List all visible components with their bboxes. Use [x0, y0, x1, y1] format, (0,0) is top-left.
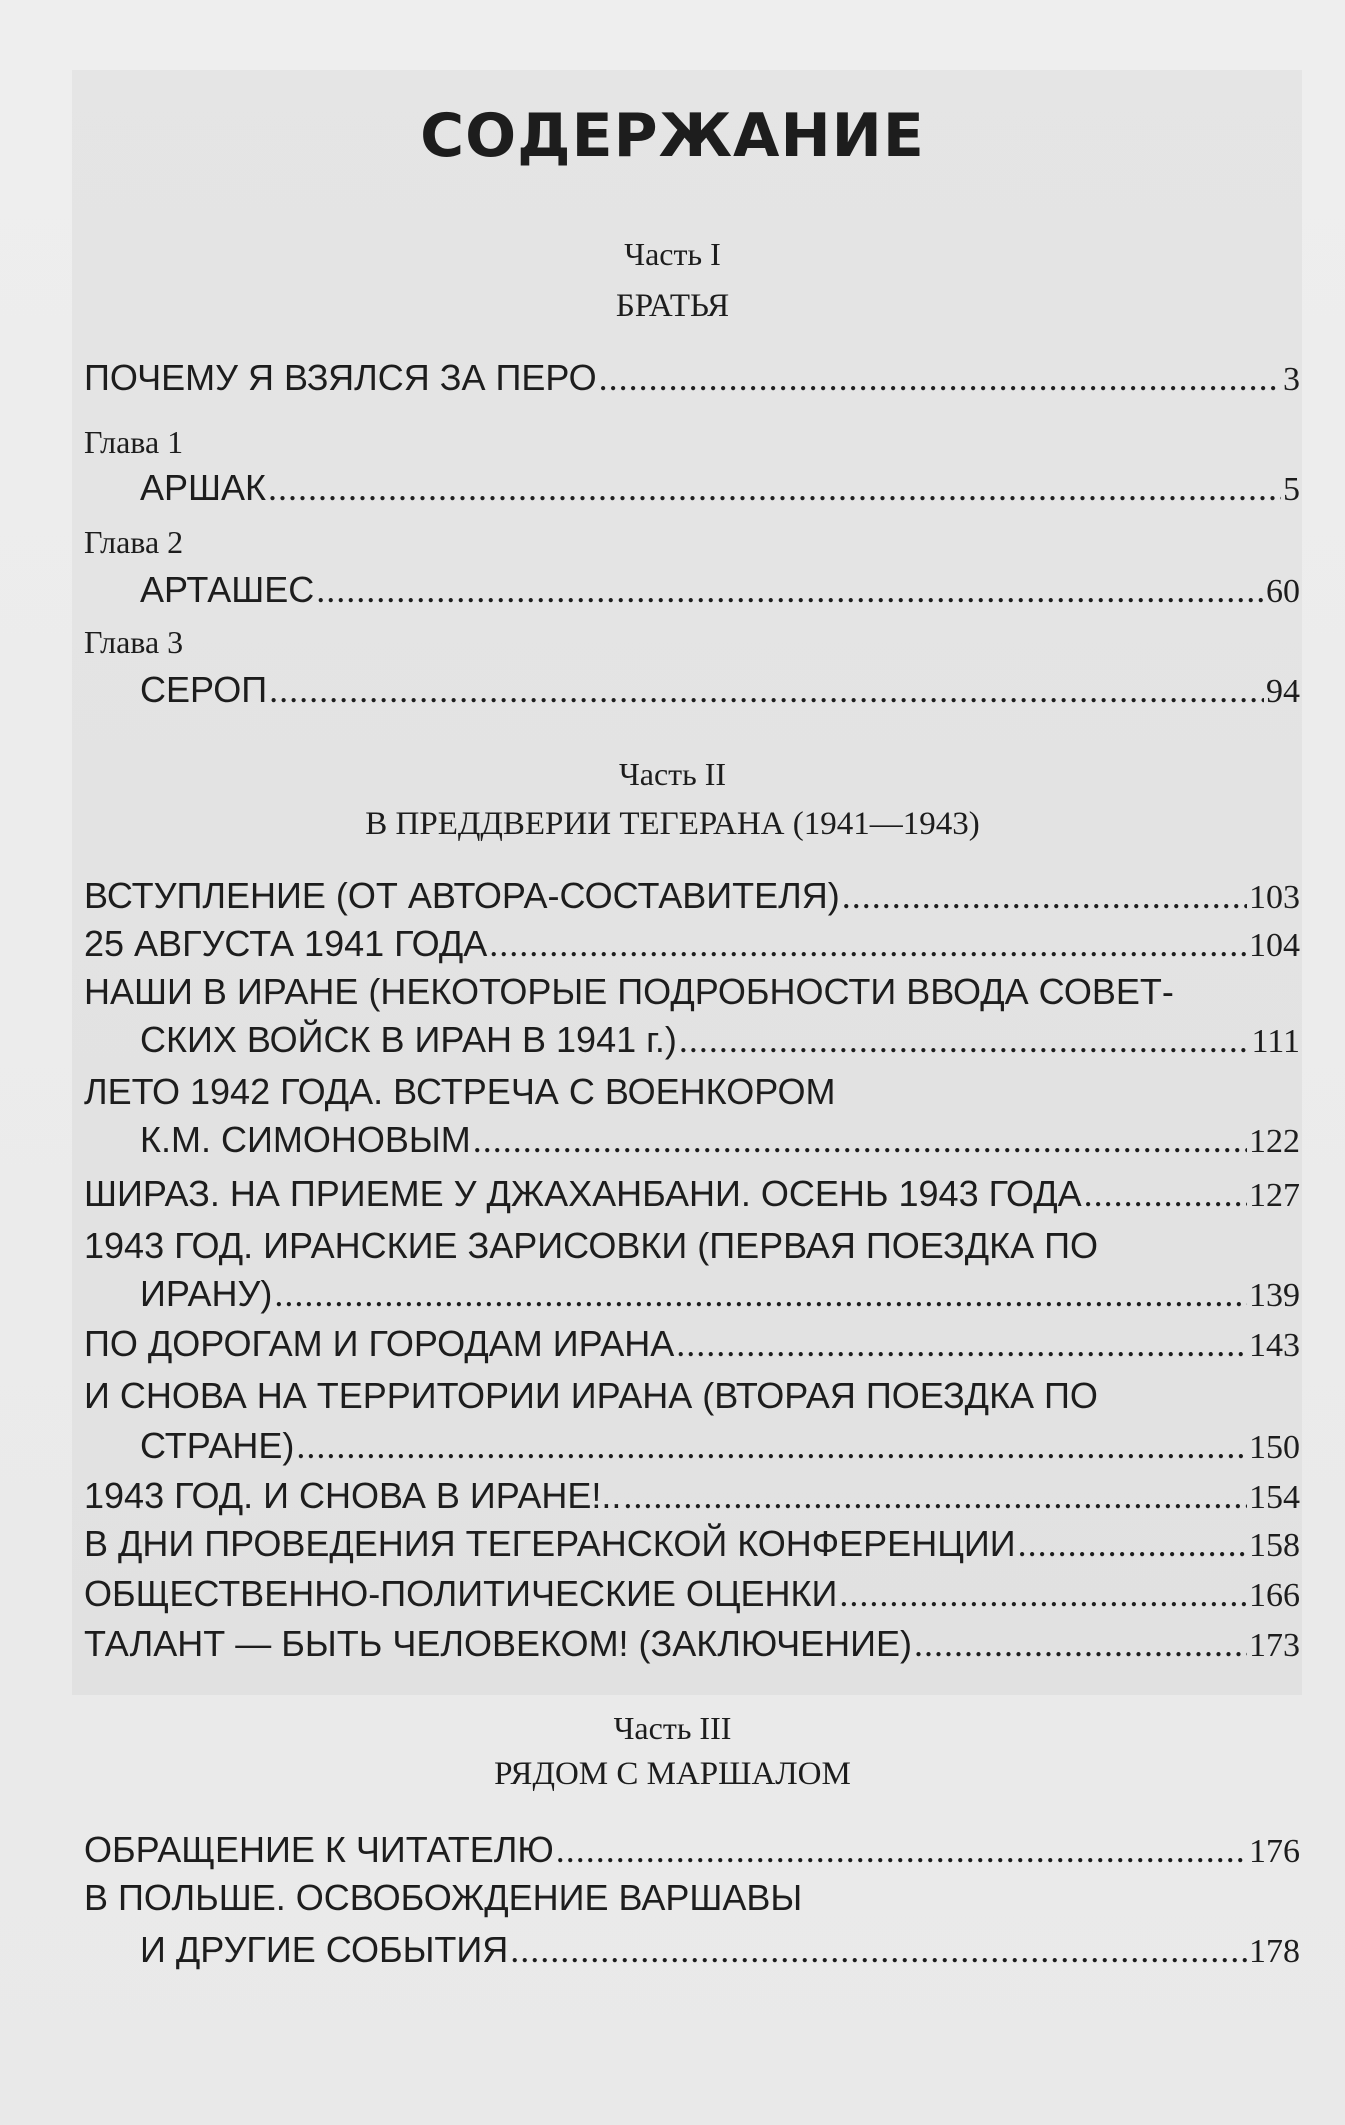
toc-entry[interactable]: АРШАК . . . 5 — [140, 464, 1300, 514]
page-number: 103 — [1249, 879, 1300, 916]
dot-leader — [623, 1472, 1247, 1520]
page-number: 122 — [1249, 1123, 1300, 1160]
toc-entry[interactable]: ТАЛАНТ — БЫТЬ ЧЕЛОВЕКОМ! (ЗАКЛЮЧЕНИЕ) . . . 173 — [84, 1620, 1300, 1670]
toc-entry-line1: ЛЕТО 1942 ГОДА. ВСТРЕЧА С ВОЕНКОРОМ — [84, 1071, 836, 1112]
toc-entry[interactable]: ПОЧЕМУ Я ВЗЯЛСЯ ЗА ПЕРО . . . 3 — [84, 354, 1300, 404]
page-number: 3 — [1283, 361, 1300, 398]
part-1-title: БРАТЬЯ — [615, 288, 730, 324]
page-number: 111 — [1251, 1023, 1300, 1060]
page-number: 139 — [1249, 1277, 1300, 1314]
toc-entry[interactable]: СКИХ ВОЙСК В ИРАН В 1941 г.) . . . 111 — [140, 1016, 1300, 1066]
toc-entry[interactable]: 25 АВГУСТА 1941 ГОДА . . . 104 — [84, 920, 1300, 970]
toc-entry[interactable]: АРТАШЕС . . . 60 — [140, 566, 1300, 616]
toc-entry[interactable]: ВСТУПЛЕНИЕ (ОТ АВТОРА-СОСТАВИТЕЛЯ) . . . 103 — [84, 872, 1300, 922]
dot-leader — [296, 1422, 1247, 1470]
toc-entry[interactable]: СЕРОП . . . 94 — [140, 666, 1300, 716]
toc-entry[interactable]: К.М. СИМОНОВЫМ . . . 122 — [140, 1116, 1300, 1166]
dot-leader — [842, 872, 1247, 920]
toc-entry[interactable]: 1943 ГОД. И СНОВА В ИРАНЕ!.. . . . 154 — [84, 1472, 1300, 1522]
page-number: 158 — [1249, 1527, 1300, 1564]
dot-leader — [914, 1620, 1247, 1668]
part-2-title: В ПРЕДДВЕРИИ ТЕГЕРАНА (1941—1943) — [365, 806, 980, 842]
page-number: 94 — [1266, 673, 1300, 710]
dot-leader — [556, 1826, 1247, 1874]
part-2-number: Часть II — [618, 756, 727, 792]
dot-leader — [1084, 1170, 1247, 1218]
chapter-label: Глава 2 — [84, 524, 184, 560]
chapter-label: Глава 1 — [84, 424, 184, 460]
toc-entry[interactable]: В ДНИ ПРОВЕДЕНИЯ ТЕГЕРАНСКОЙ КОНФЕРЕНЦИИ . . . 158 — [84, 1520, 1300, 1570]
page-number: 60 — [1266, 573, 1300, 610]
page-number: 104 — [1249, 927, 1300, 964]
dot-leader — [1018, 1520, 1247, 1568]
toc-entry[interactable]: ОБРАЩЕНИЕ К ЧИТАТЕЛЮ . . . 176 — [84, 1826, 1300, 1876]
page-number: 143 — [1249, 1327, 1300, 1364]
dot-leader — [839, 1570, 1247, 1618]
page-number: 150 — [1249, 1429, 1300, 1466]
dot-leader — [268, 464, 1281, 512]
part-1-number: Часть I — [624, 236, 721, 272]
dot-leader — [510, 1926, 1247, 1974]
toc-entry-line1: В ПОЛЬШЕ. ОСВОБОЖДЕНИЕ ВАРШАВЫ — [84, 1877, 803, 1918]
page-title: СОДЕРЖАНИЕ — [420, 101, 925, 171]
dot-leader — [676, 1320, 1247, 1368]
page-number: 127 — [1249, 1177, 1300, 1214]
dot-leader — [599, 354, 1281, 402]
toc-entry-line1: НАШИ В ИРАНЕ (НЕКОТОРЫЕ ПОДРОБНОСТИ ВВОДА СОВЕТ- — [84, 971, 1174, 1012]
page-number: 176 — [1249, 1833, 1300, 1870]
toc-entry[interactable]: И ДРУГИЕ СОБЫТИЯ . . . 178 — [140, 1926, 1300, 1976]
chapter-label: Глава 3 — [84, 624, 184, 660]
toc-entry[interactable]: ПО ДОРОГАМ И ГОРОДАМ ИРАНА . . . 143 — [84, 1320, 1300, 1370]
page-number: 178 — [1249, 1933, 1300, 1970]
dot-leader — [274, 1270, 1247, 1318]
dot-leader — [316, 566, 1264, 614]
toc-entry[interactable]: ШИРАЗ. НА ПРИЕМЕ У ДЖАХАНБАНИ. ОСЕНЬ 1943 ГОДА . . . 127 — [84, 1170, 1300, 1220]
page-number: 166 — [1249, 1577, 1300, 1614]
dot-leader — [473, 1116, 1247, 1164]
toc-entry-line1: 1943 ГОД. ИРАНСКИЕ ЗАРИСОВКИ (ПЕРВАЯ ПОЕЗДКА ПО — [84, 1225, 1099, 1266]
page-number: 154 — [1249, 1479, 1300, 1516]
dot-leader — [489, 920, 1247, 968]
part-3-number: Часть III — [613, 1710, 732, 1746]
dot-leader — [269, 666, 1264, 714]
page-number: 5 — [1283, 471, 1300, 508]
toc-entry[interactable]: СТРАНЕ) . . . 150 — [140, 1422, 1300, 1472]
part-3-title: РЯДОМ С МАРШАЛОМ — [494, 1756, 851, 1792]
dot-leader — [679, 1016, 1250, 1064]
toc-entry-line1: И СНОВА НА ТЕРРИТОРИИ ИРАНА (ВТОРАЯ ПОЕЗДКА ПО — [84, 1375, 1098, 1416]
toc-entry[interactable]: ОБЩЕСТВЕННО-ПОЛИТИЧЕСКИЕ ОЦЕНКИ . . . 166 — [84, 1570, 1300, 1620]
toc-entry[interactable]: ИРАНУ) . . . 139 — [140, 1270, 1300, 1320]
page-number: 173 — [1249, 1627, 1300, 1664]
